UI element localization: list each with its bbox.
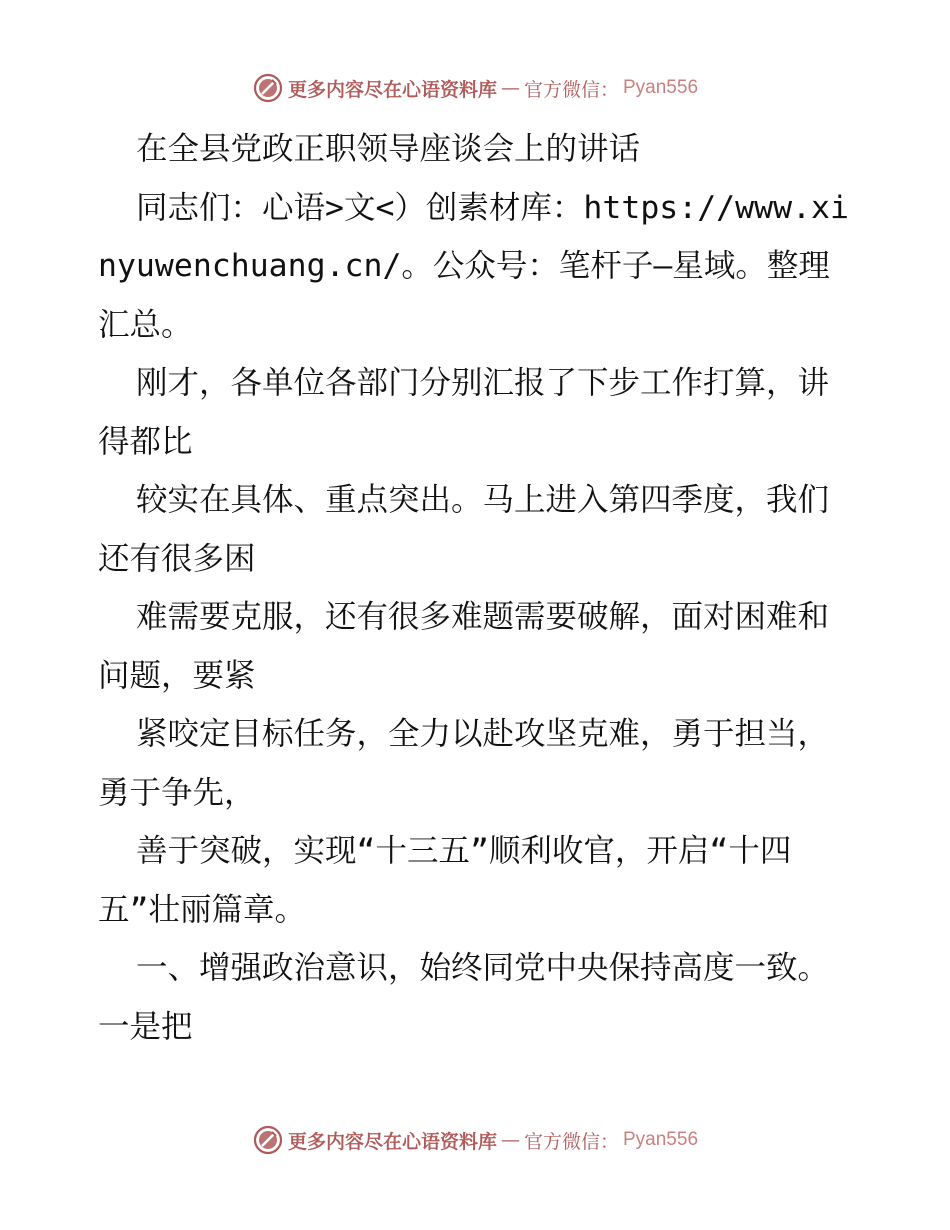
banner-dash: — xyxy=(500,77,520,99)
paragraph: 较实在具体、重点突出。马上进入第四季度，我们还有很多困 xyxy=(98,482,830,577)
paragraph: 善于突破，实现“十三五”顺利收官，开启“十四五”壮丽篇章。 xyxy=(98,833,792,928)
footer-watermark-banner xyxy=(0,1124,950,1156)
paragraph: 同志们：心语>文<）创素材库：https://www.xinyuwenchuang.cn/。公众号：笔杆子—星域。整理汇总。 xyxy=(98,189,849,343)
pen-logo-icon xyxy=(252,1124,284,1156)
paragraph: 紧咬定目标任务，全力以赴攻坚克难，勇于担当，勇于争先， xyxy=(98,716,830,811)
paragraph: 一、增强政治意识，始终同党中央保持高度一致。一是把 xyxy=(98,950,830,1045)
pen-logo-icon xyxy=(252,72,284,104)
banner-wechat-label: 官方微信： xyxy=(523,1130,619,1153)
paragraph: 难需要克服，还有很多难题需要破解，面对困难和问题，要紧 xyxy=(98,599,830,694)
paragraph: 刚才，各单位各部门分别汇报了下步工作打算，讲得都比 xyxy=(98,365,830,460)
banner-wechat-id: Pyan556 xyxy=(623,1129,699,1150)
header-watermark-banner xyxy=(0,72,950,104)
banner-main-text: 更多内容尽在心语资料库 xyxy=(287,78,497,101)
banner-dash: — xyxy=(500,1129,520,1151)
document-body xyxy=(98,120,858,1056)
banner-main-text: 更多内容尽在心语资料库 xyxy=(287,1130,497,1153)
banner-wechat-id: Pyan556 xyxy=(623,77,699,98)
document-title: 在全县党政正职领导座谈会上的讲话 xyxy=(136,131,641,167)
banner-wechat-label: 官方微信： xyxy=(523,78,619,101)
